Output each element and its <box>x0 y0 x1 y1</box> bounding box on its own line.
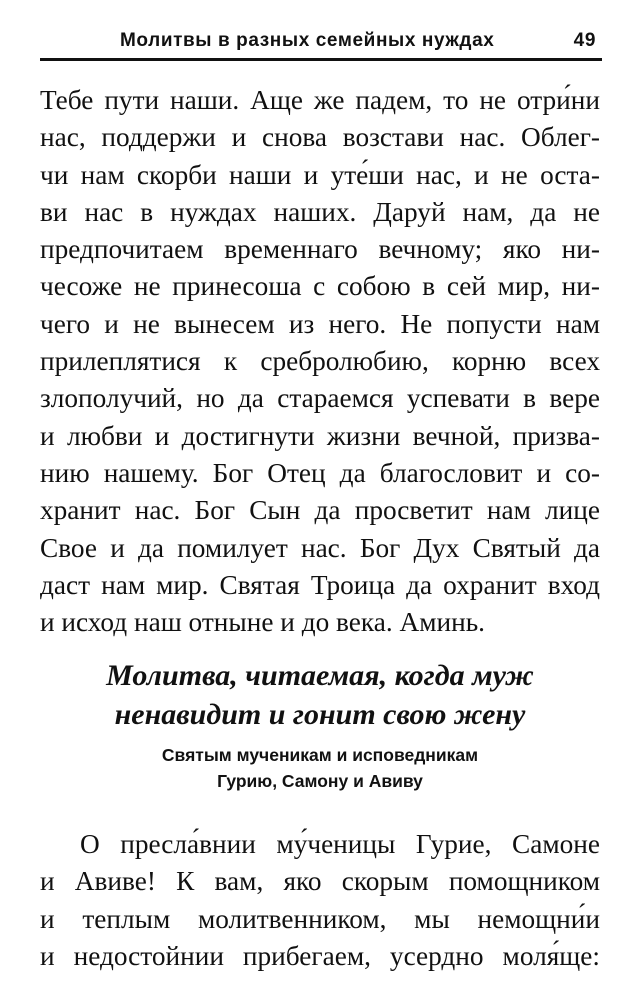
text-line: чего и не вынесем из него. Не попусти нам <box>40 308 600 339</box>
text-line: нию нашему. Бог Отец да благословит и со- <box>40 457 600 488</box>
text-line: Свое и да помилует нас. Бог Дух Святый да <box>40 532 600 563</box>
text-line: Тебе пути наши. Аще же падем, то не отри́ни <box>40 85 600 115</box>
subheading-line: Святым мученикам и исповедникам <box>161 745 479 765</box>
text-line: нас, поддержи и снова возстави нас. Облег- <box>40 122 600 153</box>
prayer-continuation-text <box>40 82 600 641</box>
prayer-text <box>40 826 600 975</box>
page-number: 49 <box>573 30 596 51</box>
text-line: ви нас в нуждах наших. Даруй нам, да не <box>40 196 600 227</box>
text-line: злополучий, но да стараемся успевати в вере <box>40 383 600 414</box>
section-heading <box>40 656 600 734</box>
text-line: чи нам скорби наши и уте́ши нас, и не оста- <box>40 159 600 190</box>
running-head-title: Молитвы в разных семейных нуждах <box>120 30 495 51</box>
section-subheading <box>40 742 600 794</box>
text-line: хранит нас. Бог Сын да просветит нам лице <box>40 495 600 526</box>
text-line: и теплым молитвенником, мы немощни́и <box>40 903 600 934</box>
text-line: и исход наш отныне и до века. Аминь. <box>40 607 485 638</box>
heading-line: Молитва, читаемая, когда муж <box>106 659 534 692</box>
heading-line: ненавидит и гонит свою жену <box>114 698 526 731</box>
text-line: О пресла́внии му́ченицы Гурие, Самоне <box>80 829 600 859</box>
text-line: и недостойнии прибегаем, усердно моля́ще: <box>40 940 600 971</box>
text-line: и Авиве! К вам, яко скорым помощником <box>40 866 600 897</box>
text-line: предпочитаем временнаго вечному; яко ни- <box>40 234 600 265</box>
text-line: чесоже не принесоша с собою в сей мир, ни- <box>40 271 600 302</box>
text-line: и любви и достигнути жизни вечной, призва- <box>40 420 600 451</box>
running-head <box>40 28 602 61</box>
subheading-line: Гурию, Самону и Авиву <box>217 771 423 791</box>
text-line: прилеплятися к сребролюбию, корню всех <box>40 346 600 377</box>
text-line: даст нам мир. Святая Троица да охранит вход <box>40 569 600 600</box>
